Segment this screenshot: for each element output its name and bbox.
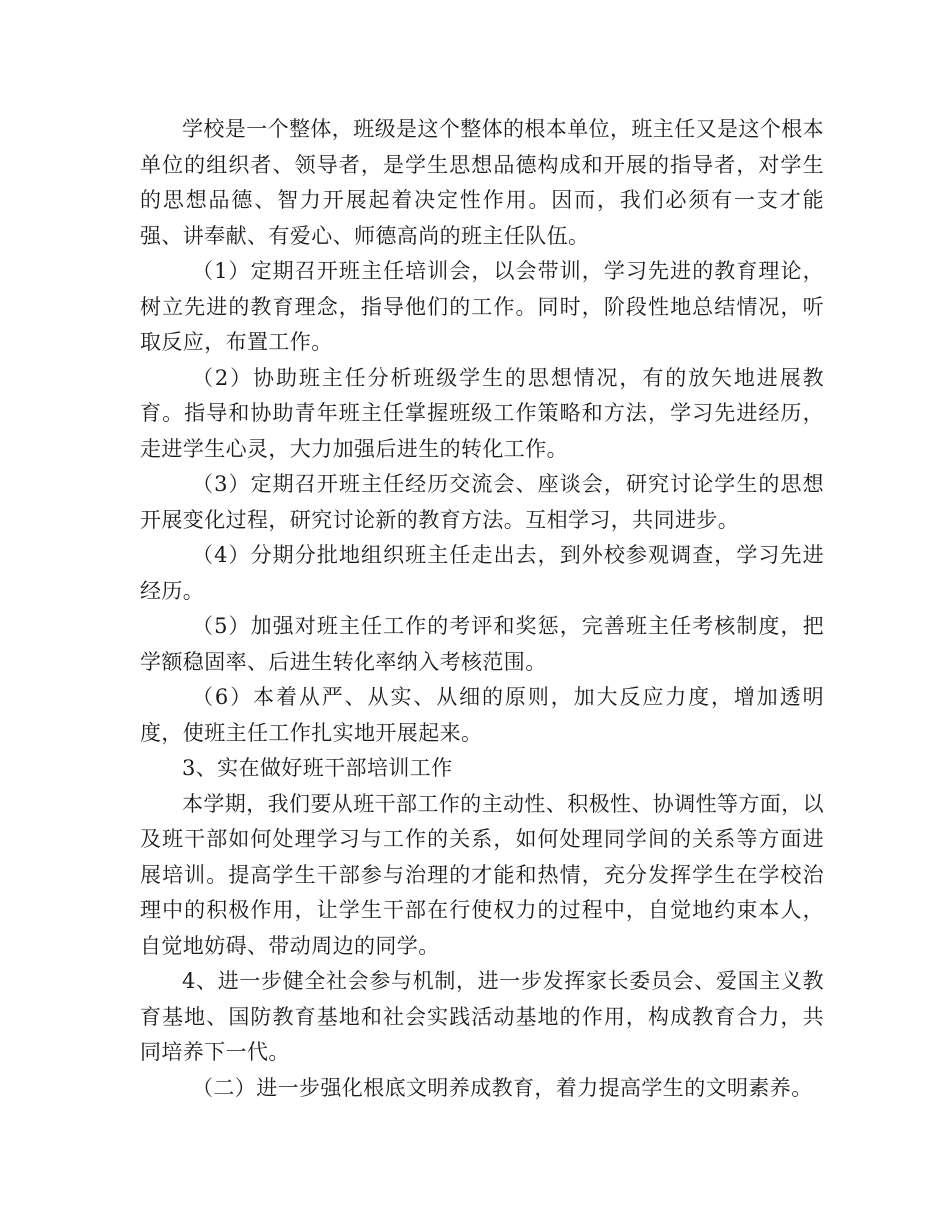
paragraph-item-3: （3）定期召开班主任经历交流会、座谈会，研究讨论学生的思想开展变化过程，研究讨论新的教育方法。互相学习，共同进步。: [140, 472, 824, 532]
document-page: [140, 112, 824, 1106]
paragraph-item-5: （5）加强对班主任工作的考评和奖惩，完善班主任考核制度，把学额稳固率、后进生转化率纳入考核范围。: [140, 614, 824, 674]
paragraph-section-4: 4、进一步健全社会参与机制，进一步发挥家长委员会、爱国主义教育基地、国防教育基地和社会实践活动基地的作用，构成教育合力，共同培养下一代。: [140, 969, 824, 1064]
paragraph-item-1: （1）定期召开班主任培训会，以会带训，学习先进的教育理论，树立先进的教育理念，指导他们的工作。同时，阶段性地总结情况，听取反应，布置工作。: [140, 259, 824, 354]
paragraph-cadre-training: 本学期，我们要从班干部工作的主动性、积极性、协调性等方面，以及班干部如何处理学习与工作的关系，如何处理同学间的关系等方面进展培训。提高学生干部参与治理的才能和热情，充分发挥学生在学校治理中的积极作用，让学生干部在行使权力的过程中，自觉地约束本人，自觉地妨碍、带动周边的同学。: [140, 791, 824, 958]
paragraph-intro: 学校是一个整体，班级是这个整体的根本单位，班主任又是这个根本单位的组织者、领导者，是学生思想品德构成和开展的指导者，对学生的思想品德、智力开展起着决定性作用。因而，我们必须有一支才能强、讲奉献、有爱心、师德高尚的班主任队伍。: [140, 117, 824, 248]
paragraph-item-2: （2）协助班主任分析班级学生的思想情况，有的放矢地进展教育。指导和协助青年班主任掌握班级工作策略和方法，学习先进经历，走进学生心灵，大力加强后进生的转化工作。: [140, 365, 824, 461]
section-heading-2: （二）进一步强化根底文明养成教育，着力提高学生的文明素养。: [192, 1075, 813, 1100]
paragraph-item-4: （4）分期分批地组织班主任走出去，到外校参观调查，学习先进经历。: [140, 543, 824, 603]
section-heading-3: 3、实在做好班干部培训工作: [182, 756, 453, 780]
paragraph-item-6: （6）本着从严、从实、从细的原则，加大反应力度，增加透明度，使班主任工作扎实地开展起来。: [140, 685, 824, 745]
